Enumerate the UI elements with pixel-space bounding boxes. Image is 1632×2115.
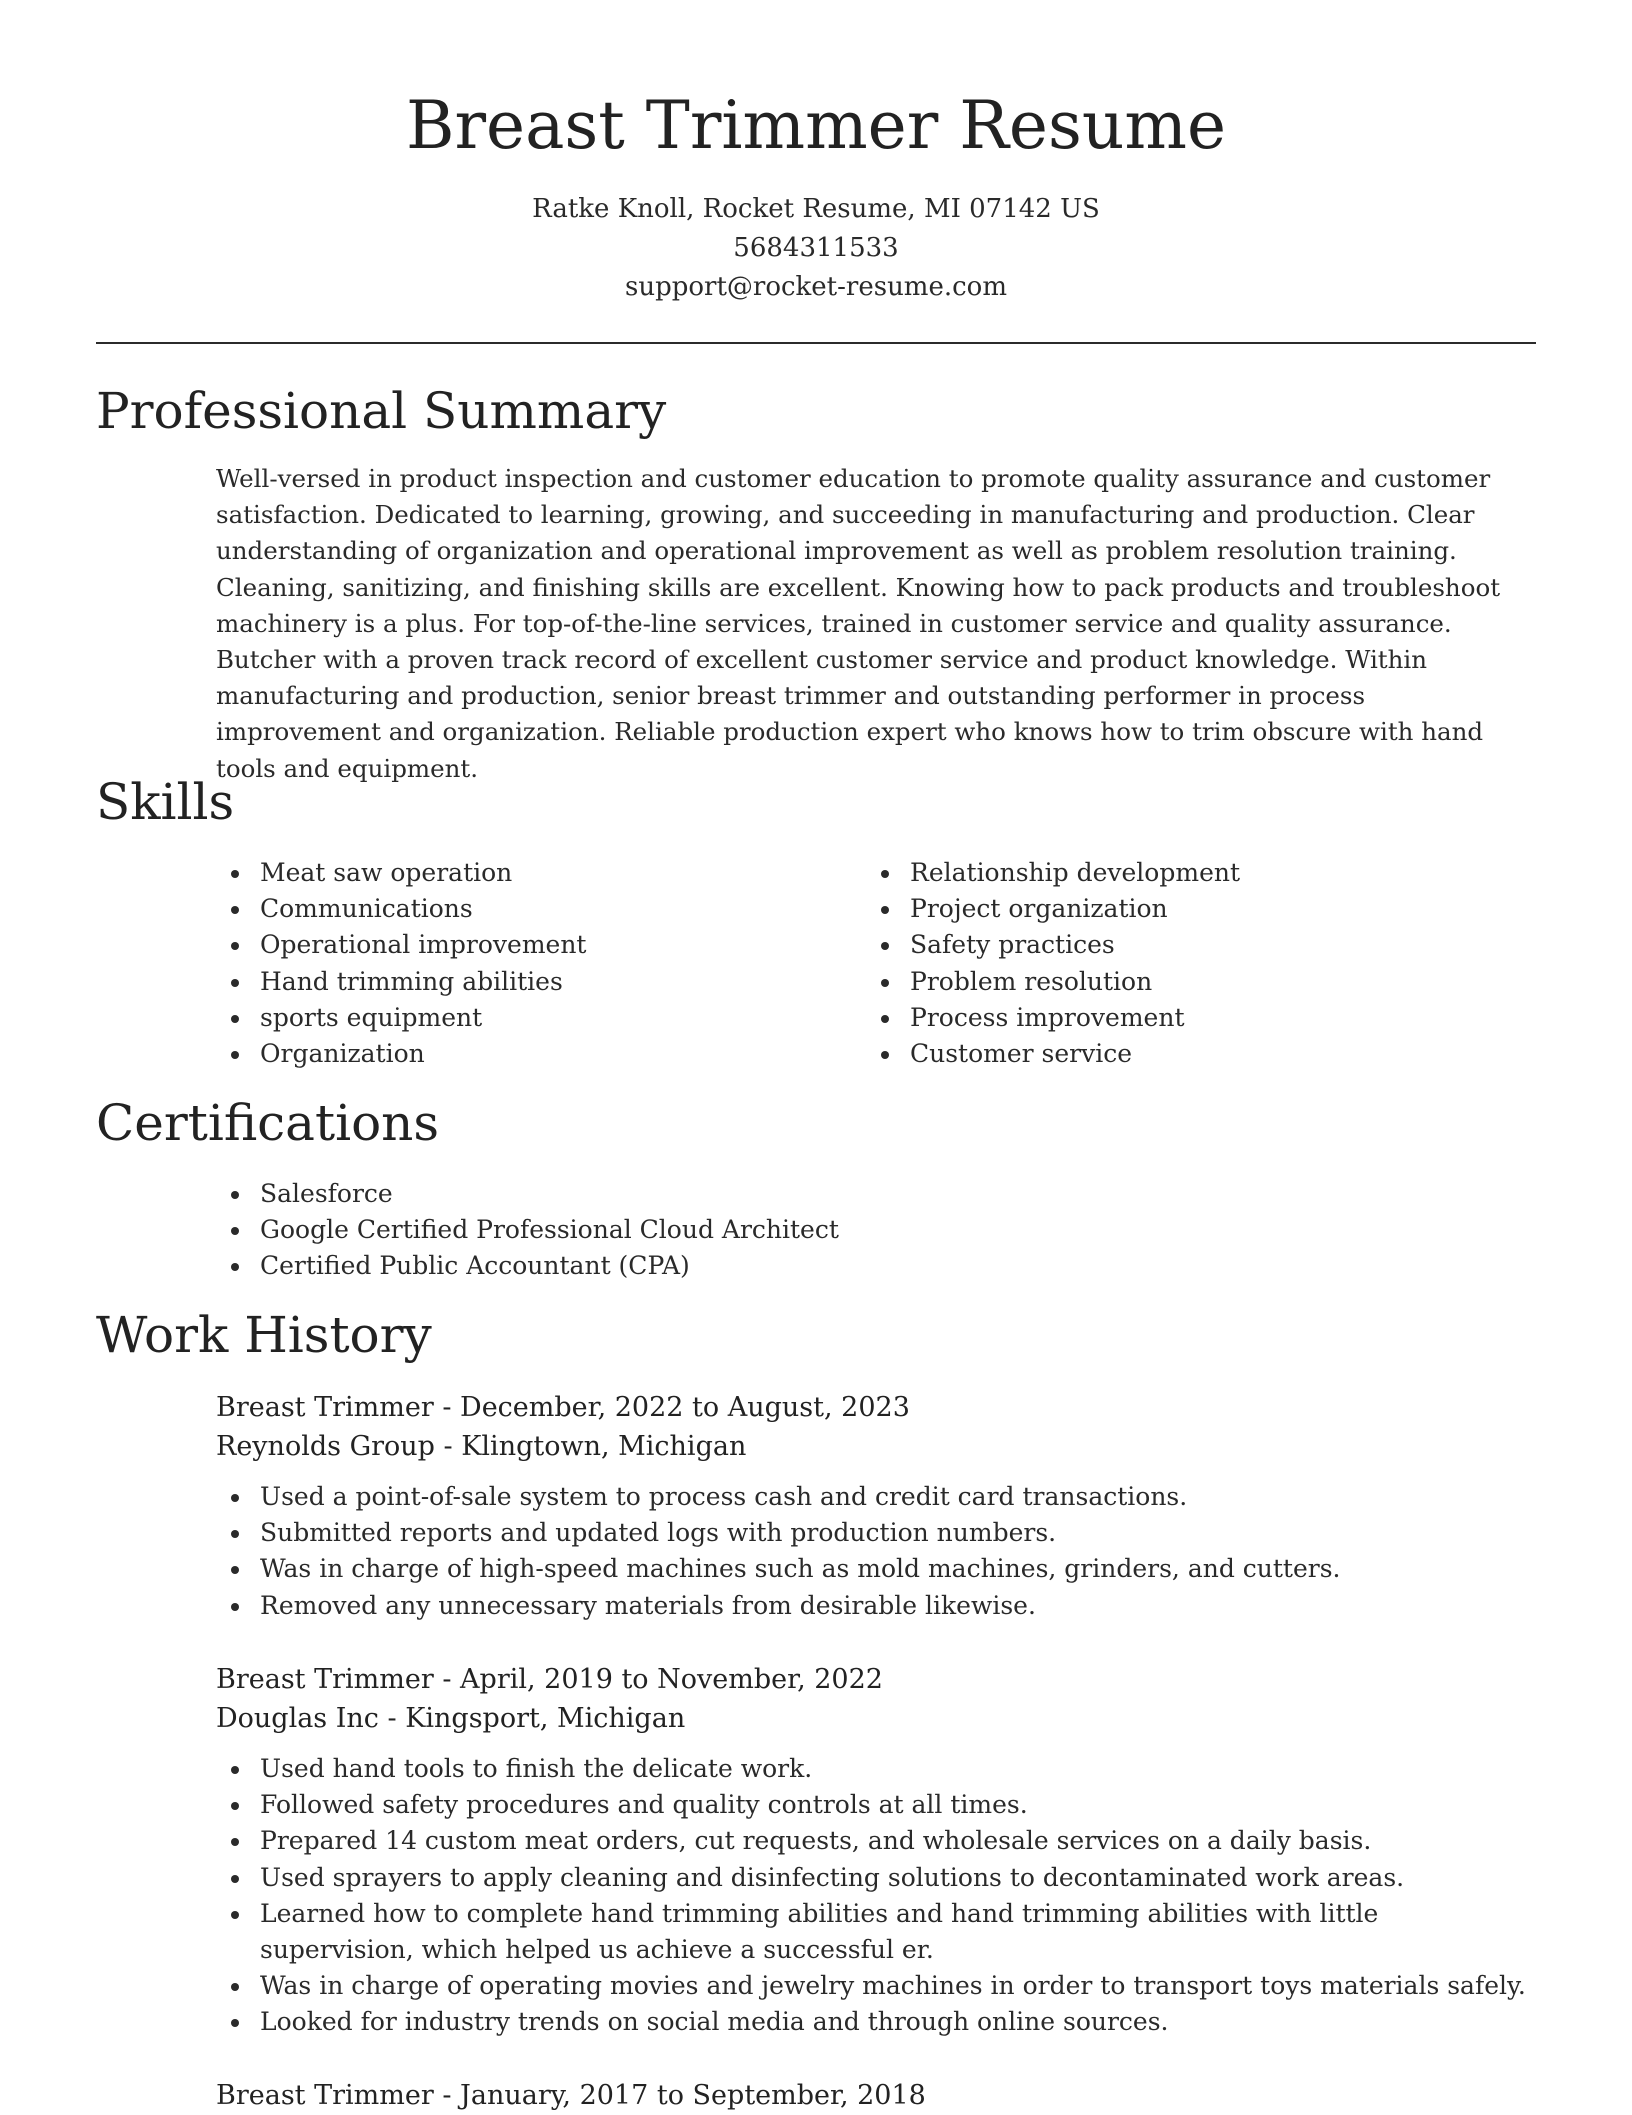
list-item: Hand trimming abilities bbox=[216, 964, 816, 1000]
list-item: Process improvement bbox=[866, 1000, 1466, 1036]
list-item: Certified Public Accountant (CPA) bbox=[216, 1248, 1536, 1284]
job-company-line: Reynolds Group - Klingtown, Michigan bbox=[216, 1431, 747, 1462]
certifications-list bbox=[216, 1176, 1536, 1285]
skills-list-left bbox=[216, 855, 816, 1072]
skills-list-right bbox=[866, 855, 1466, 1072]
list-item: Followed safety procedures and quality controls at all times. bbox=[216, 1787, 1536, 1823]
job-company-line: Douglas Inc - Kingsport, Michigan bbox=[216, 1703, 686, 1734]
list-item: Operational improvement bbox=[216, 927, 816, 963]
work-history-heading: Work History bbox=[96, 1306, 432, 1364]
contact-email: support@rocket-resume.com bbox=[624, 272, 1007, 302]
skills-heading: Skills bbox=[96, 773, 235, 831]
list-item: Customer service bbox=[866, 1036, 1466, 1072]
contact-address: Ratke Knoll, Rocket Resume, MI 07142 US bbox=[532, 194, 1100, 224]
job-entry bbox=[216, 1660, 1536, 2041]
certifications-heading: Certifications bbox=[96, 1094, 440, 1152]
list-item: Meat saw operation bbox=[216, 855, 816, 891]
page-title: Breast Trimmer Resume bbox=[405, 87, 1227, 164]
list-item: sports equipment bbox=[216, 1000, 816, 1036]
contact-phone: 5684311533 bbox=[733, 233, 899, 263]
list-item: Used a point-of-sale system to process cash and credit card transactions. bbox=[216, 1479, 1536, 1515]
job-duties bbox=[216, 1479, 1536, 1624]
header-divider bbox=[96, 342, 1536, 344]
list-item: Was in charge of operating movies and jewelry machines in order to transport toys materials safely. bbox=[216, 1968, 1536, 2004]
list-item: Safety practices bbox=[866, 927, 1466, 963]
list-item: Relationship development bbox=[866, 855, 1466, 891]
skills-column-left bbox=[216, 855, 816, 1072]
summary-text: Well-versed in product inspection and customer education to promote quality assurance and customer satisfaction. Dedicated to learning, growing, and succeeding in manufacturing and production. Clear understanding of organization and operational improvement as well as problem resolution training. Cleaning, sanitizing, and finishing skills are excellent. Knowing how to pack products and troubleshoot machinery is a plus. For top-of-the-line services, trained in customer service and quality assurance. Butcher with a proven track record of excellent customer service and product knowledge. Within manufacturing and production, senior breast trimmer and outstanding performer in process improvement and organization. Reliable production expert who knows how to trim obscure with hand tools and equipment. bbox=[216, 464, 1501, 783]
list-item: Prepared 14 custom meat orders, cut requests, and wholesale services on a daily basis. bbox=[216, 1823, 1536, 1859]
list-item: Used sprayers to apply cleaning and disinfecting solutions to decontaminated work areas. bbox=[216, 1860, 1536, 1896]
list-item: Was in charge of high-speed machines such as mold machines, grinders, and cutters. bbox=[216, 1551, 1536, 1587]
list-item: Salesforce bbox=[216, 1176, 1536, 1212]
resume-header bbox=[96, 84, 1536, 307]
contact-block bbox=[96, 190, 1536, 307]
summary-heading: Professional Summary bbox=[96, 382, 667, 440]
list-item: Learned how to complete hand trimming abilities and hand trimming abilities with little supervision, which helped us achieve a successful er. bbox=[216, 1896, 1536, 1968]
list-item: Project organization bbox=[866, 891, 1466, 927]
list-item: Submitted reports and updated logs with production numbers. bbox=[216, 1515, 1536, 1551]
list-item: Removed any unnecessary materials from desirable likewise. bbox=[216, 1588, 1536, 1624]
list-item: Used hand tools to finish the delicate work. bbox=[216, 1751, 1536, 1787]
job-entry bbox=[216, 2076, 1536, 2115]
list-item: Organization bbox=[216, 1036, 816, 1072]
job-title-line: Breast Trimmer - January, 2017 to September, 2018 bbox=[216, 2080, 926, 2111]
job-duties bbox=[216, 1751, 1536, 2041]
job-title-line: Breast Trimmer - April, 2019 to November, 2022 bbox=[216, 1664, 883, 1695]
list-item: Google Certified Professional Cloud Architect bbox=[216, 1212, 1536, 1248]
list-item: Looked for industry trends on social media and through online sources. bbox=[216, 2004, 1536, 2040]
job-entry bbox=[216, 1388, 1536, 1624]
job-title-line: Breast Trimmer - December, 2022 to August, 2023 bbox=[216, 1392, 910, 1423]
list-item: Problem resolution bbox=[866, 964, 1466, 1000]
skills-column-right bbox=[866, 855, 1466, 1072]
list-item: Communications bbox=[216, 891, 816, 927]
